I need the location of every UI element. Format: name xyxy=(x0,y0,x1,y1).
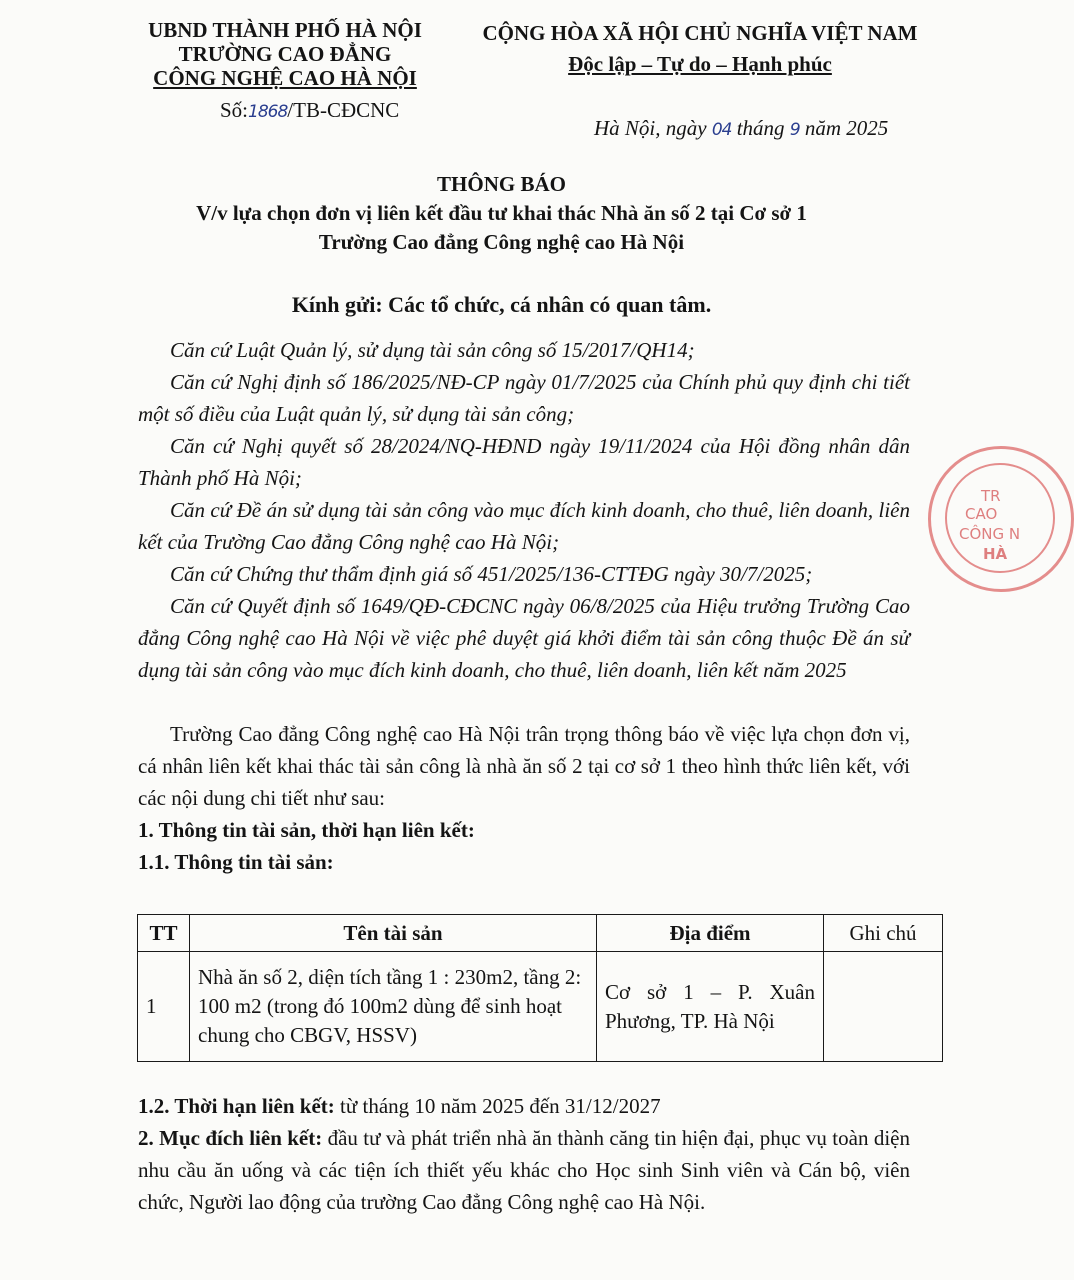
title-main: THÔNG BÁO xyxy=(437,172,566,196)
stamp-text-1: TR xyxy=(981,487,1001,505)
legal-basis-1: Căn cứ Luật Quản lý, sử dụng tài sản công số 15/2017/QH14; xyxy=(170,338,695,362)
col-location: Địa điểm xyxy=(597,915,824,952)
section-1-2-label: 1.2. Thời hạn liên kết: xyxy=(138,1094,335,1118)
legal-basis-6: Căn cứ Quyết định số 1649/QĐ-CĐCNC ngày 06/8/2025 của Hiệu trưởng Trường Cao đẳng Công nghệ cao Hà Nội về việc phê duyệt giá khởi điểm tài sản công thuộc Đề án sử dụng tài sản công vào mục đích kinh doanh, cho thuê, liên doanh, liên kết năm 2025 xyxy=(138,594,910,682)
legal-basis-4: Căn cứ Đề án sử dụng tài sản công vào mục đích kinh doanh, cho thuê, liên doanh, liên kết của Trường Cao đẳng Công nghệ cao Hà Nội; xyxy=(138,498,910,554)
nation-name: CỘNG HÒA XÃ HỘI CHỦ NGHĨA VIỆT NAM xyxy=(482,21,918,45)
cell-tt: 1 xyxy=(138,952,190,1062)
handwritten-number: 1868 xyxy=(248,102,288,122)
legal-basis-2: Căn cứ Nghị định số 186/2025/NĐ-CP ngày 01/7/2025 của Chính phủ quy định chi tiết một số điều của Luật quản lý, sử dụng tài sản công; xyxy=(138,370,910,426)
asset-table xyxy=(137,914,943,1062)
document-number: Số:1868/TB-CĐCNC xyxy=(220,98,400,122)
authority-line-1: UBND THÀNH PHỐ HÀ NỘI xyxy=(148,18,422,42)
legal-basis-5: Căn cứ Chứng thư thẩm định giá số 451/2025/136-CTTĐG ngày 30/7/2025; xyxy=(170,562,813,586)
section-1-2 xyxy=(138,1090,910,1122)
handwritten-day: 04 xyxy=(711,120,732,140)
handwritten-month: 9 xyxy=(789,120,800,140)
col-asset-name: Tên tài sản xyxy=(190,915,597,952)
cell-asset-name: Nhà ăn số 2, diện tích tầng 1 : 230m2, tầng 2: 100 m2 (trong đó 100m2 dùng để sinh hoạt chung cho CBGV, HSSV) xyxy=(190,952,597,1062)
cell-location: Cơ sở 1 – P. Xuân Phương, TP. Hà Nội xyxy=(597,952,824,1062)
col-tt: TT xyxy=(138,915,190,952)
section-1-heading: 1. Thông tin tài sản, thời hạn liên kết: xyxy=(138,818,475,842)
authority-line-2: TRƯỜNG CAO ĐẲNG xyxy=(178,42,392,66)
issuing-authority xyxy=(120,18,450,90)
stamp-text-4: HÀ xyxy=(983,545,1008,563)
national-header xyxy=(466,18,934,80)
table-header-row xyxy=(138,915,943,952)
section-1-2-text: từ tháng 10 năm 2025 đến 31/12/2027 xyxy=(334,1094,661,1118)
section-2-label: 2. Mục đích liên kết: xyxy=(138,1126,323,1150)
official-stamp xyxy=(928,446,1074,592)
section-2-text: đầu tư và phát triển nhà ăn thành căng tin hiện đại, phục vụ toàn diện nhu cầu ăn uống và các tiện ích thiết yếu khác cho Học sinh Sinh viên và Cán bộ, viên chức, Người lao động của trường Cao đẳng Công nghệ cao Hà Nội. xyxy=(138,1126,910,1214)
legal-basis-3: Căn cứ Nghị quyết số 28/2024/NQ-HĐND ngày 19/11/2024 của Hội đồng nhân dân Thành phố Hà Nội; xyxy=(138,434,910,490)
authority-line-3: CÔNG NGHỆ CAO HÀ NỘI xyxy=(153,66,417,90)
cell-note xyxy=(824,952,943,1062)
stamp-text-2: CAO xyxy=(965,505,998,523)
stamp-text-3: CÔNG N xyxy=(959,525,1021,543)
motto: Độc lập – Tự do – Hạnh phúc xyxy=(568,52,832,76)
table-row xyxy=(138,952,943,1062)
col-note: Ghi chú xyxy=(824,915,943,952)
document-title xyxy=(0,170,1003,257)
section-2 xyxy=(138,1122,910,1218)
section-1-1-heading: 1.1. Thông tin tài sản: xyxy=(138,850,334,874)
intro-paragraph: Trường Cao đẳng Công nghệ cao Hà Nội trân trọng thông báo về việc lựa chọn đơn vị, cá nhân liên kết khai thác tài sản công là nhà ăn số 2 tại cơ sở 1 theo hình thức liên kết, với các nội dung chi tiết như sau: xyxy=(138,722,910,810)
title-subject-2: Trường Cao đẳng Công nghệ cao Hà Nội xyxy=(318,230,685,254)
title-subject-1: V/v lựa chọn đơn vị liên kết đầu tư khai thác Nhà ăn số 2 tại Cơ sở 1 xyxy=(196,201,807,225)
document-date: Hà Nội, ngày 04 tháng 9 năm 2025 xyxy=(594,116,889,140)
legal-bases xyxy=(138,334,910,686)
recipient-line: Kính gửi: Các tổ chức, cá nhân có quan tâm. xyxy=(291,292,712,317)
